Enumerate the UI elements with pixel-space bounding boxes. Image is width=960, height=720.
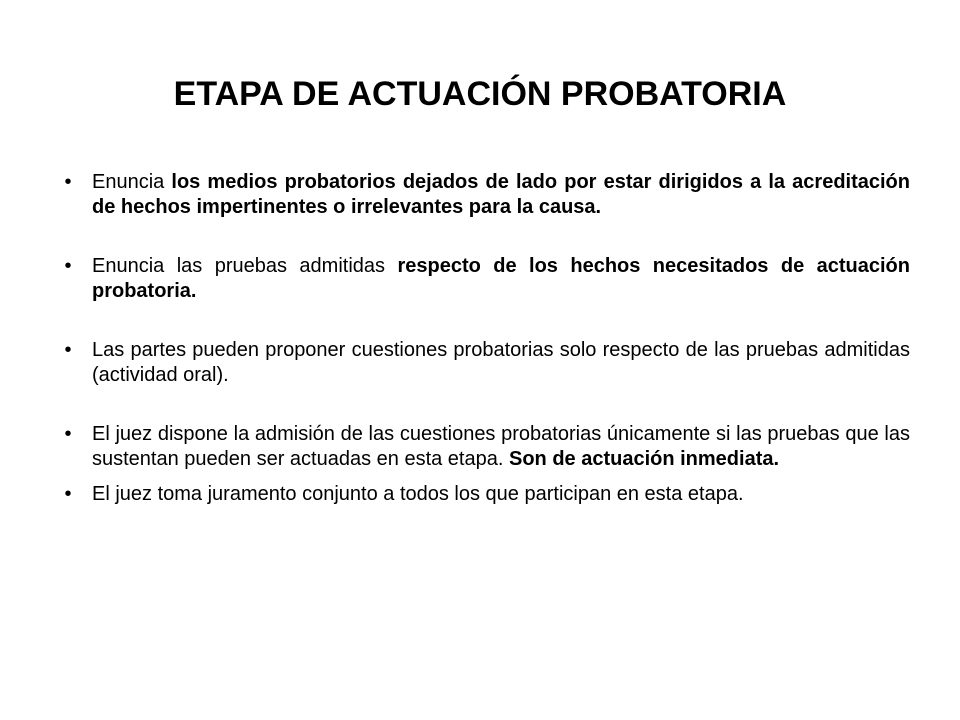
bullet-item-5 (60, 482, 910, 507)
bullet-item-4 (60, 422, 910, 472)
bullet-list (60, 170, 910, 541)
bullet-text-bold: los medios probatorios dejados de lado por estar dirigidos a la acreditación de hechos impertinentes o irrelevantes para la causa. (92, 171, 910, 218)
bullet-text-normal: Enuncia (92, 171, 172, 193)
bullet-text-normal: Enuncia las pruebas admitidas (92, 255, 398, 277)
bullet-text-normal: Las partes pueden proponer cuestiones probatorias solo respecto de las pruebas admitidas (actividad oral). (92, 339, 910, 386)
bullet-item-1 (60, 170, 910, 220)
bullet-marker: • (64, 171, 72, 193)
bullet-item-2 (60, 254, 910, 304)
bullet-marker: • (64, 339, 72, 361)
bullet-text-normal: El juez dispone la admisión de las cuestiones probatorias únicamente si las pruebas que las sustentan pueden ser actuadas en esta etapa. (92, 423, 910, 470)
slide-title: ETAPA DE ACTUACIÓN PROBATORIA (173, 75, 787, 113)
bullet-marker: • (64, 483, 72, 505)
bullet-text-normal: El juez toma juramento conjunto a todos los que participan en esta etapa. (92, 483, 744, 505)
bullet-text-bold: respecto de los hechos necesitados de actuación probatoria. (92, 255, 910, 302)
bullet-marker: • (64, 423, 72, 445)
bullet-text-bold: Son de actuación inmediata. (508, 448, 780, 470)
bullet-marker: • (64, 255, 72, 277)
bullet-item-3 (60, 338, 910, 388)
